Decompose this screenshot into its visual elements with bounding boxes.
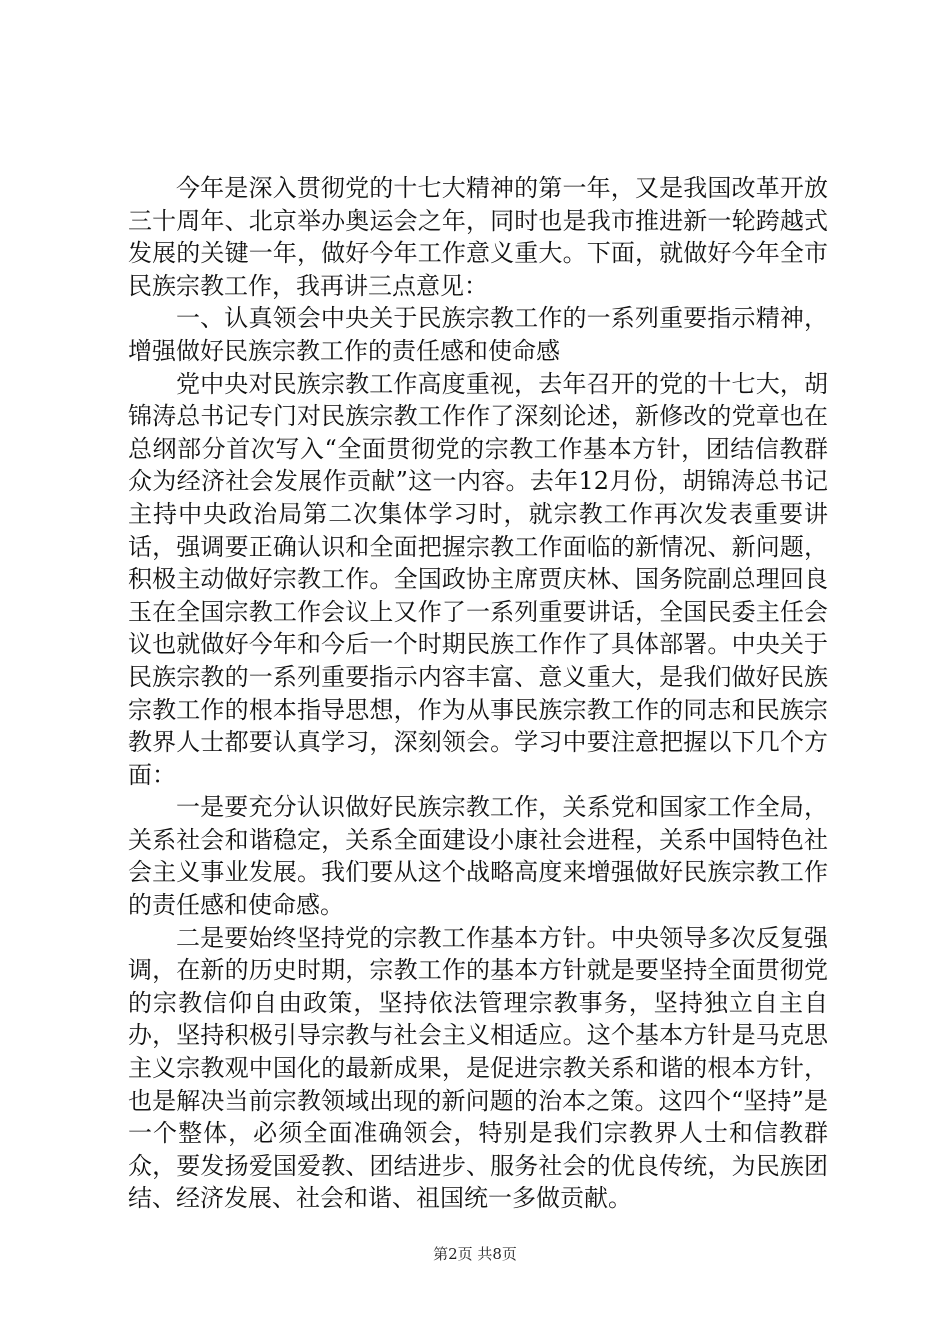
page-footer: 第2页 共8页 <box>433 1245 517 1263</box>
paragraph-point-two: 二是要始终坚持党的宗教工作基本方针。中央领导多次反复强调，在新的历史时期，宗教工作的基本方针就是要坚持全面贯彻党的宗教信仰自由政策，坚持依法管理宗教事务，坚持独立自主自办，坚持积极引导宗教与社会主义相适应。这个基本方针是马克思主义宗教观中国化的最新成果，是促进宗教关系和谐的根本方针，也是解决当前宗教领域出现的新问题的治本之策。这四个“坚持”是一个整体，必须全面准确领会，特别是我们宗教界人士和信教群众，要发扬爱国爱教、团结进步、服务社会的优良传统，为民族团结、经济发展、社会和谐、祖国统一多做贡献。 <box>128 923 828 1213</box>
section-heading-1: 一、认真领会中央关于民族宗教工作的一系列重要指示精神，增强做好民族宗教工作的责任感和使命感 <box>128 304 828 365</box>
paragraph-intro: 今年是深入贯彻党的十七大精神的第一年，又是我国改革开放三十周年、北京举办奥运会之年，同时也是我市推进新一轮跨越式发展的关键一年，做好今年工作意义重大。下面，就做好今年全市民族宗教工作，我再讲三点意见： <box>128 174 828 300</box>
paragraph-central-directives: 党中央对民族宗教工作高度重视，去年召开的党的十七大，胡锦涛总书记专门对民族宗教工作作了深刻论述，新修改的党章也在总纲部分首次写入“全面贯彻党的宗教工作基本方针，团结信教群众为经济社会发展作贡献”这一内容。去年12月份，胡锦涛总书记主持中央政治局第二次集体学习时，就宗教工作再次发表重要讲话，强调要正确认识和全面把握宗教工作面临的新情况、新问题，积极主动做好宗教工作。全国政协主席贾庆林、国务院副总理回良玉在全国宗教工作会议上又作了一系列重要讲话，全国民委主任会议也就做好今年和今后一个时期民族工作作了具体部署。中央关于民族宗教的一系列重要指示内容丰富、意义重大，是我们做好民族宗教工作的根本指导思想，作为从事民族宗教工作的同志和民族宗教界人士都要认真学习，深刻领会。学习中要注意把握以下几个方面： <box>128 369 828 789</box>
paragraph-point-one: 一是要充分认识做好民族宗教工作，关系党和国家工作全局，关系社会和谐稳定，关系全面建设小康社会进程，关系中国特色社会主义事业发展。我们要从这个战略高度来增强做好民族宗教工作的责任感和使命感。 <box>128 793 828 920</box>
document-body <box>128 172 828 1215</box>
